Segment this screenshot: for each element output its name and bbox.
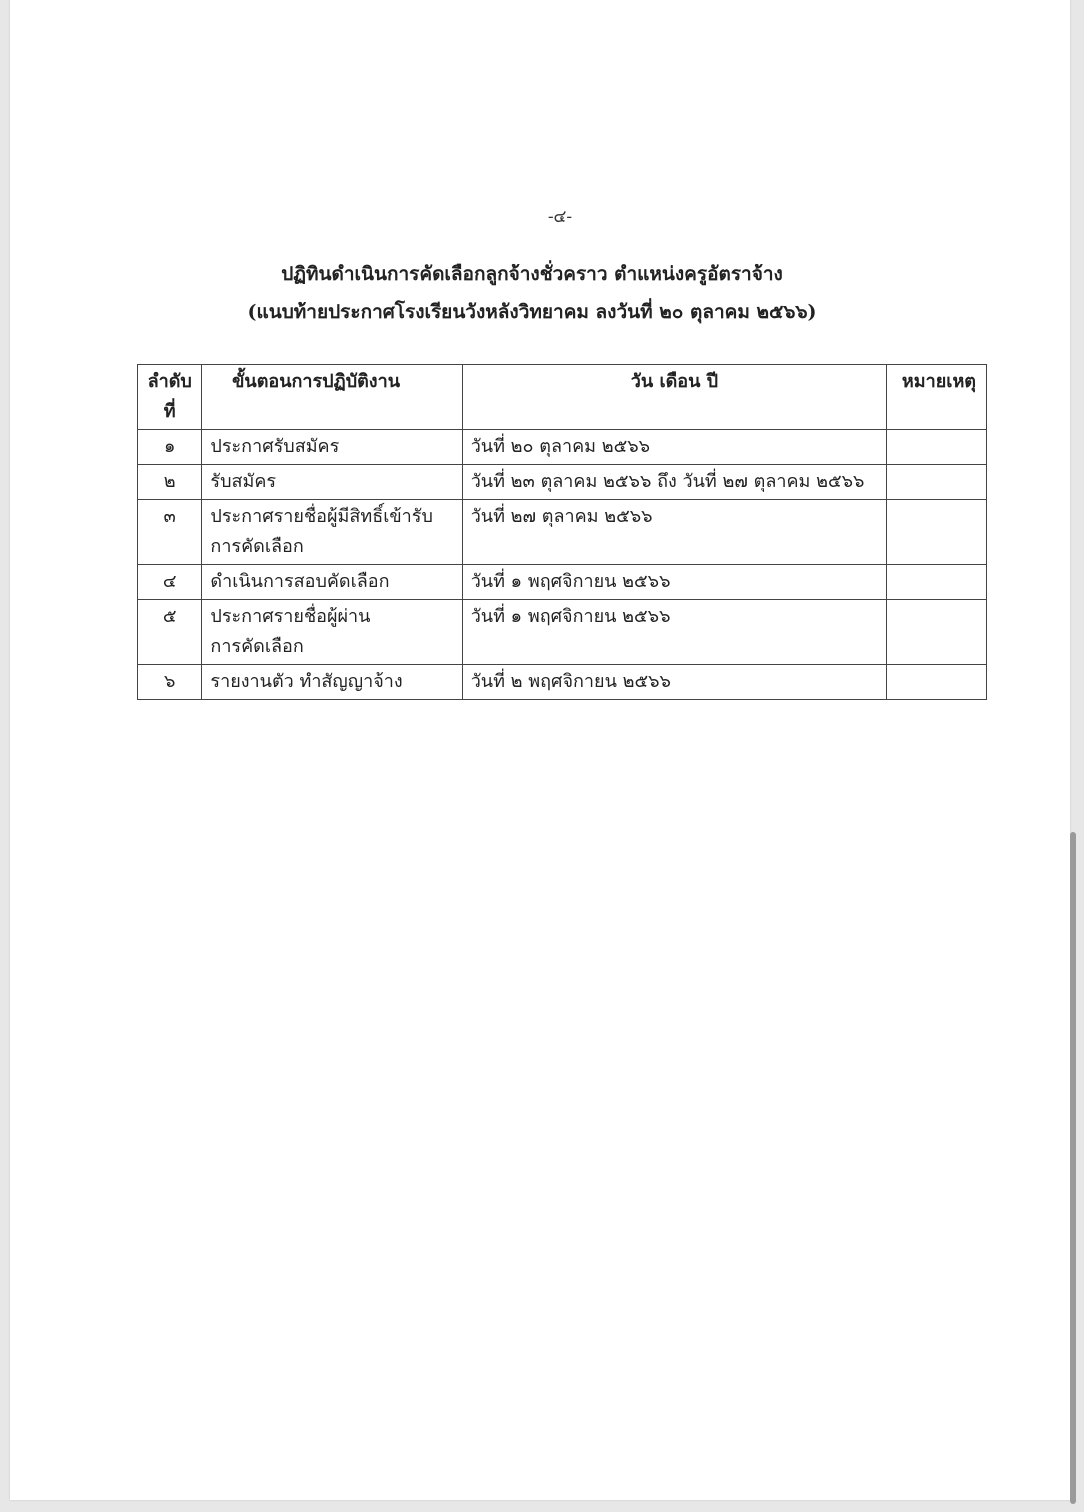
schedule-table	[137, 364, 987, 700]
table-row	[138, 430, 987, 465]
table-row	[138, 600, 987, 665]
header-no-line1: ลำดับ	[147, 371, 192, 392]
row-no: ๓	[138, 500, 202, 565]
row-note	[887, 465, 987, 500]
table-row	[138, 565, 987, 600]
row-step	[202, 465, 462, 500]
row-date: วันที่ ๒ พฤศจิกายน ๒๕๖๖	[462, 665, 887, 700]
row-step-line1: ดำเนินการสอบคัดเลือก	[210, 571, 390, 592]
document-page	[10, 0, 1070, 1500]
row-no: ๔	[138, 565, 202, 600]
row-note	[887, 430, 987, 465]
header-date: วัน เดือน ปี	[462, 365, 887, 430]
row-step	[202, 430, 462, 465]
header-note: หมายเหตุ	[887, 365, 987, 430]
header-steps: ขั้นตอนการปฏิบัติงาน	[202, 365, 462, 430]
title-line-2: (แนบท้ายประกาศโรงเรียนวังหลังวิทยาคม ลงวันที่ ๒๐ ตุลาคม ๒๕๖๖)	[247, 301, 817, 323]
vertical-scrollbar[interactable]	[1070, 832, 1076, 1504]
row-note	[887, 565, 987, 600]
row-date: วันที่ ๑ พฤศจิกายน ๒๕๖๖	[462, 600, 887, 665]
row-note	[887, 600, 987, 665]
row-step	[202, 600, 462, 665]
page-number: -๔-	[547, 207, 573, 227]
row-step-line2: การคัดเลือก	[210, 636, 304, 657]
row-no: ๕	[138, 600, 202, 665]
row-no: ๒	[138, 465, 202, 500]
row-note	[887, 665, 987, 700]
row-date: วันที่ ๒๗ ตุลาคม ๒๕๖๖	[462, 500, 887, 565]
row-note	[887, 500, 987, 565]
table-row	[138, 500, 987, 565]
title-line-1: ปฏิทินดำเนินการคัดเลือกลูกจ้างชั่วคราว ตำแหน่งครูอัตราจ้าง	[281, 263, 783, 285]
header-no	[138, 365, 202, 430]
table-row	[138, 465, 987, 500]
row-step-line1: รายงานตัว ทำสัญญาจ้าง	[210, 671, 403, 692]
row-step-line1: ประกาศรายชื่อผู้มีสิทธิ์เข้ารับ	[210, 506, 433, 527]
table-row	[138, 665, 987, 700]
row-step	[202, 500, 462, 565]
row-step-line1: ประกาศรับสมัคร	[210, 436, 340, 457]
row-step-line1: ประกาศรายชื่อผู้ผ่าน	[210, 606, 371, 627]
row-step	[202, 565, 462, 600]
row-no: ๖	[138, 665, 202, 700]
document-title	[10, 255, 1054, 331]
row-step-line1: รับสมัคร	[210, 471, 277, 492]
table-header-row	[138, 365, 987, 430]
row-step-line2: การคัดเลือก	[210, 536, 304, 557]
row-date: วันที่ ๒๓ ตุลาคม ๒๕๖๖ ถึง วันที่ ๒๗ ตุลาคม ๒๕๖๖	[462, 465, 887, 500]
row-no: ๑	[138, 430, 202, 465]
row-step	[202, 665, 462, 700]
row-date: วันที่ ๒๐ ตุลาคม ๒๕๖๖	[462, 430, 887, 465]
row-date: วันที่ ๑ พฤศจิกายน ๒๕๖๖	[462, 565, 887, 600]
header-no-line2: ที่	[163, 401, 176, 422]
